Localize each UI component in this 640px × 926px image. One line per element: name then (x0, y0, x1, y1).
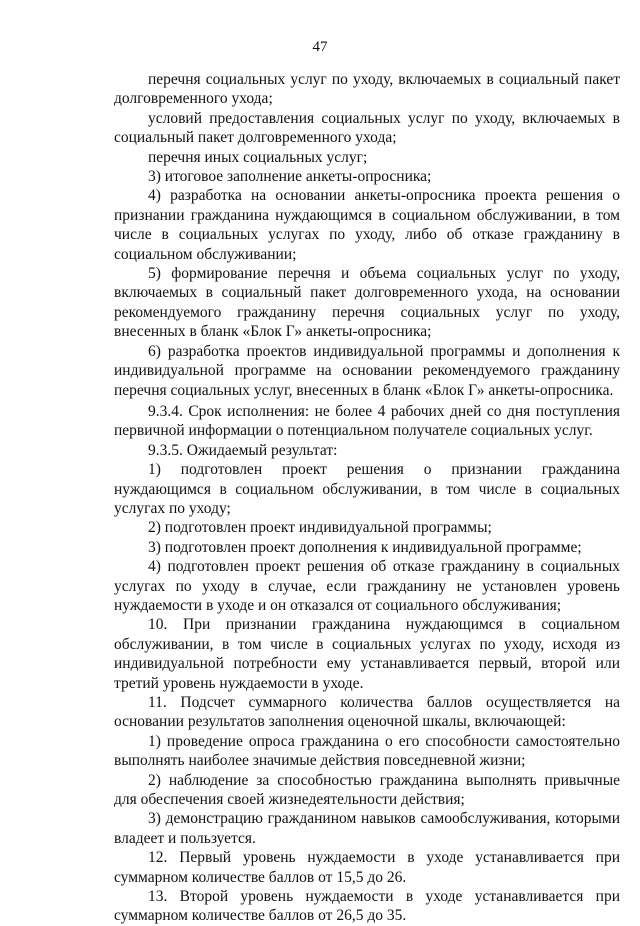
paragraph: 4) разработка на основании анкеты-опросника проекта решения о признании гражданина нуждающимся в социальном обслуживании, в том числе в социальных услугах по уходу, либо об отказе гражданину в социальном обслуживании; (114, 187, 620, 263)
paragraph: 12. Первый уровень нуждаемости в уходе устанавливается при суммарном количестве баллов от 15,5 до 26. (114, 849, 620, 886)
paragraph: 1) проведение опроса гражданина о его способности самостоятельно выполнять наиболее значимые действия повседневной жизни; (114, 732, 620, 770)
paragraph: 2) наблюдение за способностью гражданина выполнять привычные для обеспечения своей жизнедеятельности действия; (114, 771, 620, 809)
paragraph: 5) формирование перечня и объема социальных услуг по уходу, включаемых в социальный пакет долговременного ухода, на основании рекомендуемого гражданину перечня социальных услуг по уходу, внесенных в бланк «Блок Г» анкеты-опросника; (114, 265, 620, 341)
page-number: 47 (312, 39, 328, 55)
paragraph: 4) подготовлен проект решения об отказе гражданину в социальных услугах по уходу в случае, если гражданину не установлен уровень нуждаемости в уходе и он отказался от социального обслуживания; (114, 558, 620, 614)
paragraph: перечня иных социальных услуг; (148, 148, 368, 166)
paragraph: условий предоставления социальных услуг по уходу, включаемых в социальный пакет долговременного ухода; (114, 109, 620, 147)
paragraph: 3) демонстрацию гражданином навыков самообслуживания, которыми владеет и пользуется. (114, 810, 620, 847)
paragraph: 10. При признании гражданина нуждающимся в социальном обслуживании, в том числе в социальных услугах по уходу, исходя из индивидуальной потребности ему устанавливается первый, второй или третий уровень нуждаемости в уходе. (114, 616, 620, 692)
paragraph: 2) подготовлен проект индивидуальной программы; (148, 519, 492, 537)
paragraph: 9.3.5. Ожидаемый результат: (148, 441, 338, 459)
paragraph: перечня социальных услуг по уходу, включаемых в социальный пакет долговременного ухода; (114, 71, 620, 108)
paragraph: 9.3.4. Срок исполнения: не более 4 рабочих дней со дня поступления первичной информации о потенциальном получателе социальных услуг. (114, 402, 620, 440)
paragraph: 6) разработка проектов индивидуальной программы и дополнения к индивидуальной программе на основании рекомендуемого гражданину перечня социальных услуг, внесенных в бланк «Блок Г» анкеты-опросника. (114, 342, 620, 399)
paragraph: 1) подготовлен проект решения о признании гражданина нуждающимся в социальном обслуживании, в том числе в социальных услугах по уходу; (114, 461, 620, 517)
body-text (114, 70, 620, 926)
paragraph: 3) подготовлен проект дополнения к индивидуальной программе; (148, 538, 582, 556)
paragraph: 11. Подсчет суммарного количества баллов осуществляется на основании результатов заполнения оценочной шкалы, включающей: (114, 694, 620, 731)
paragraph: 13. Второй уровень нуждаемости в уходе устанавливается при суммарном количестве баллов от 26,5 до 35. (114, 888, 620, 925)
paragraph: 3) итоговое заполнение анкеты-опросника; (148, 168, 432, 186)
